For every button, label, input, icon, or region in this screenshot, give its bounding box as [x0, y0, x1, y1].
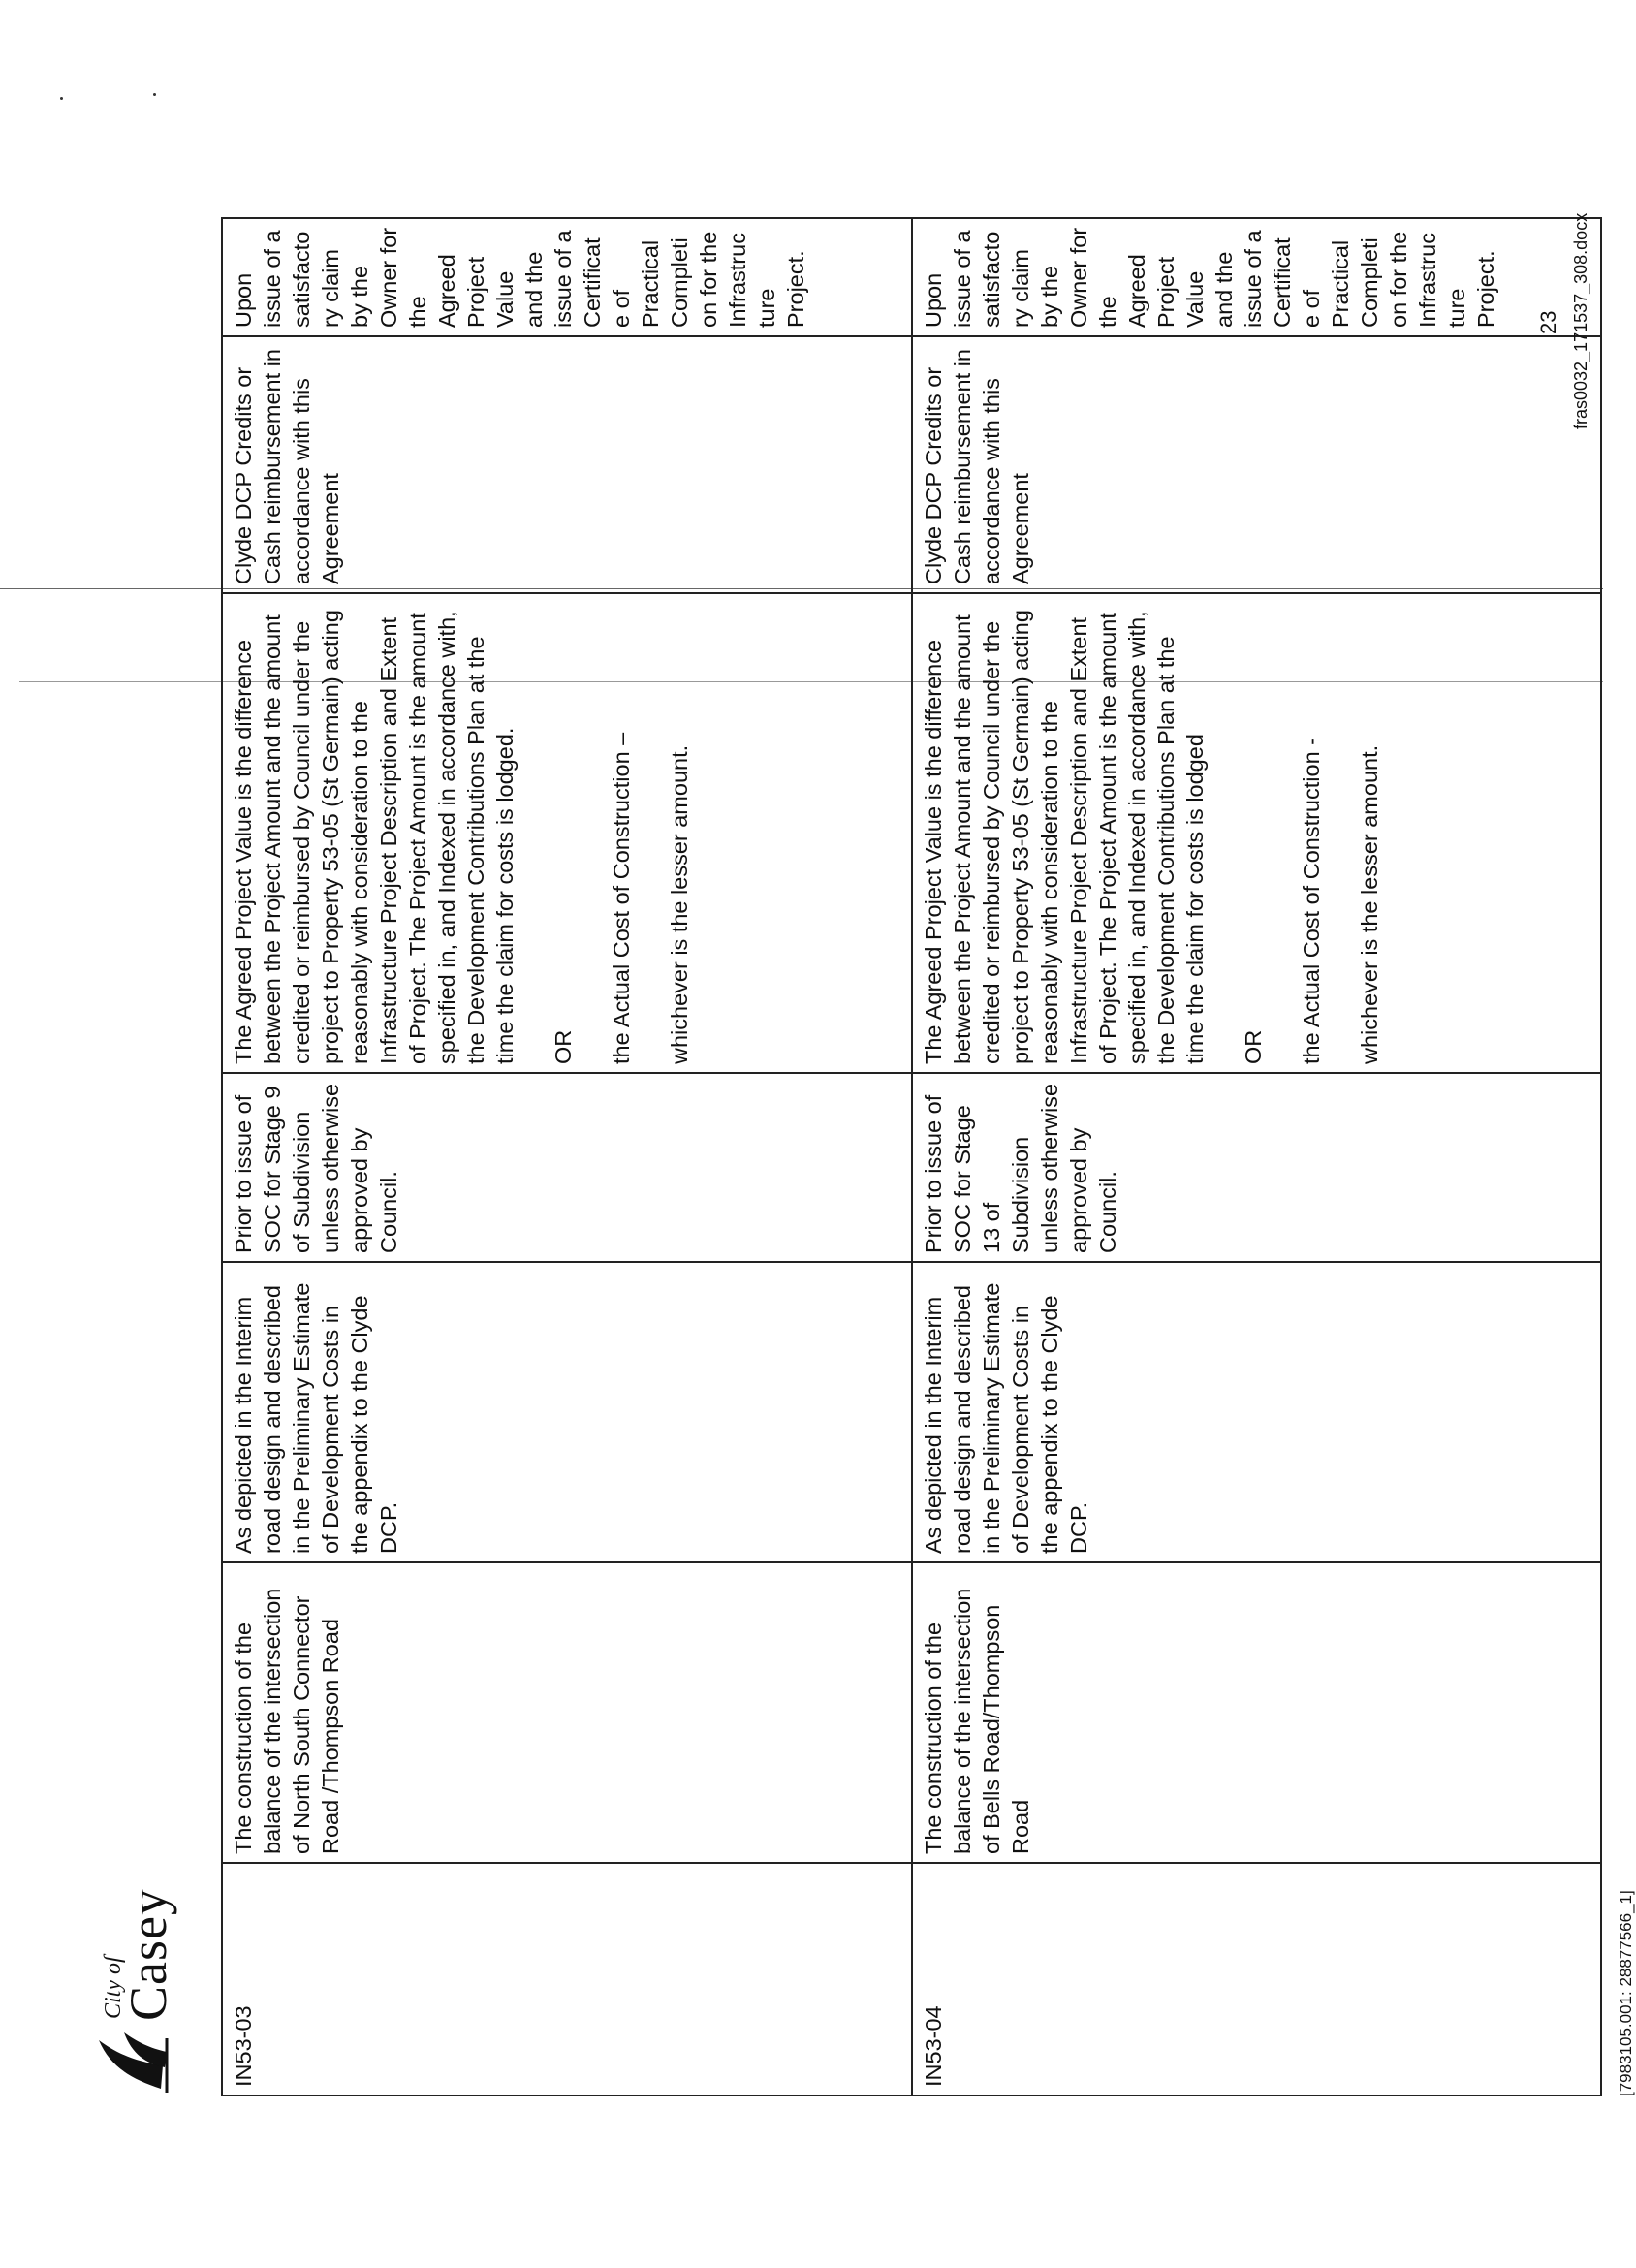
value-actual-cost: the Actual Cost of Construction -	[1298, 738, 1324, 1064]
document-reference: [7983105.001: 28877566_1]	[1617, 1890, 1635, 2096]
credit-method-cell: Clyde DCP Credits or Cash reimbursement in accordance with this Agreement	[912, 336, 1602, 593]
project-id-cell: IN53-03	[222, 1863, 912, 2095]
project-value-cell	[912, 593, 1602, 1073]
value-description: The Agreed Project Value is the difference between the Project Amount and the amount credited or reimbursed by Council under the project to Property 53-05 (St Germain) acting reasonably with consideration to the Infrastructure Project Description and Extent of Project. The Project Amount is the amount specified in, and Indexed in accordance with, the Development Contributions Plan at the time the claim for costs is lodged	[920, 610, 1208, 1064]
table-row	[912, 218, 1602, 2095]
project-value-cell	[222, 593, 912, 1073]
project-description-cell: The construction of the balance of the intersection of Bells Road/Thompson Road	[912, 1562, 1602, 1863]
table-row	[222, 218, 912, 2095]
infrastructure-projects-table	[221, 217, 1602, 2096]
file-name: fras0032_171537_308.docx	[1571, 212, 1590, 429]
project-id-cell: IN53-04	[912, 1863, 1602, 2095]
project-scope-cell: As depicted in the Interim road design and described in the Preliminary Estimate of Development Costs in the appendix to the Clyde DCP.	[222, 1262, 912, 1562]
logo-casey: Casey	[119, 1888, 177, 2021]
scan-dot	[60, 97, 63, 100]
value-or: OR	[551, 1029, 576, 1064]
logo-city-of: City of	[101, 1956, 126, 2019]
value-actual-cost: the Actual Cost of Construction –	[609, 732, 634, 1064]
casey-leaf-icon	[93, 2029, 169, 2096]
scan-dot	[153, 93, 156, 96]
value-description: The Agreed Project Value is the difference between the Project Amount and the amount credited or reimbursed by Council under the project to Property 53-05 (St Germain) acting reasonably with consideration to the Infrastructure Project Description and Extent of Project. The Project Amount is the amount specified in, and Indexed in accordance with, the Development Contributions Plan at the time the claim for costs is lodged.	[231, 610, 518, 1064]
city-of-casey-logo	[93, 1844, 180, 2096]
rotated-content	[101, 212, 1635, 2096]
project-scope-cell: As depicted in the Interim road design and described in the Preliminary Estimate of Development Costs in the appendix to the Clyde DCP.	[912, 1262, 1602, 1562]
value-or: OR	[1240, 1029, 1266, 1064]
credit-method-cell: Clyde DCP Credits or Cash reimbursement in accordance with this Agreement	[222, 336, 912, 593]
payment-trigger-cell: Upon issue of a satisfactory claim by the Owner for the Agreed Project Value and the issue of a Certificate of Practical Completion for the Infrastructure Project.	[222, 218, 912, 336]
value-lesser: whichever is the lesser amount.	[667, 744, 692, 1064]
project-description-cell: The construction of the balance of the intersection of North South Connector Road /Thompson Road	[222, 1562, 912, 1863]
payment-trigger-cell: Upon issue of a satisfactory claim by the Owner for the Agreed Project Value and the issue of a Certificate of Practical Completion for the Infrastructure Project.	[912, 218, 1602, 336]
value-lesser: whichever is the lesser amount.	[1356, 744, 1382, 1064]
project-timing-cell: Prior to issue of SOC for Stage 13 of Subdivision unless otherwise approved by Council.	[912, 1073, 1602, 1262]
page-number: 23	[1536, 310, 1560, 334]
project-timing-cell: Prior to issue of SOC for Stage 9 of Subdivision unless otherwise approved by Council.	[222, 1073, 912, 1262]
